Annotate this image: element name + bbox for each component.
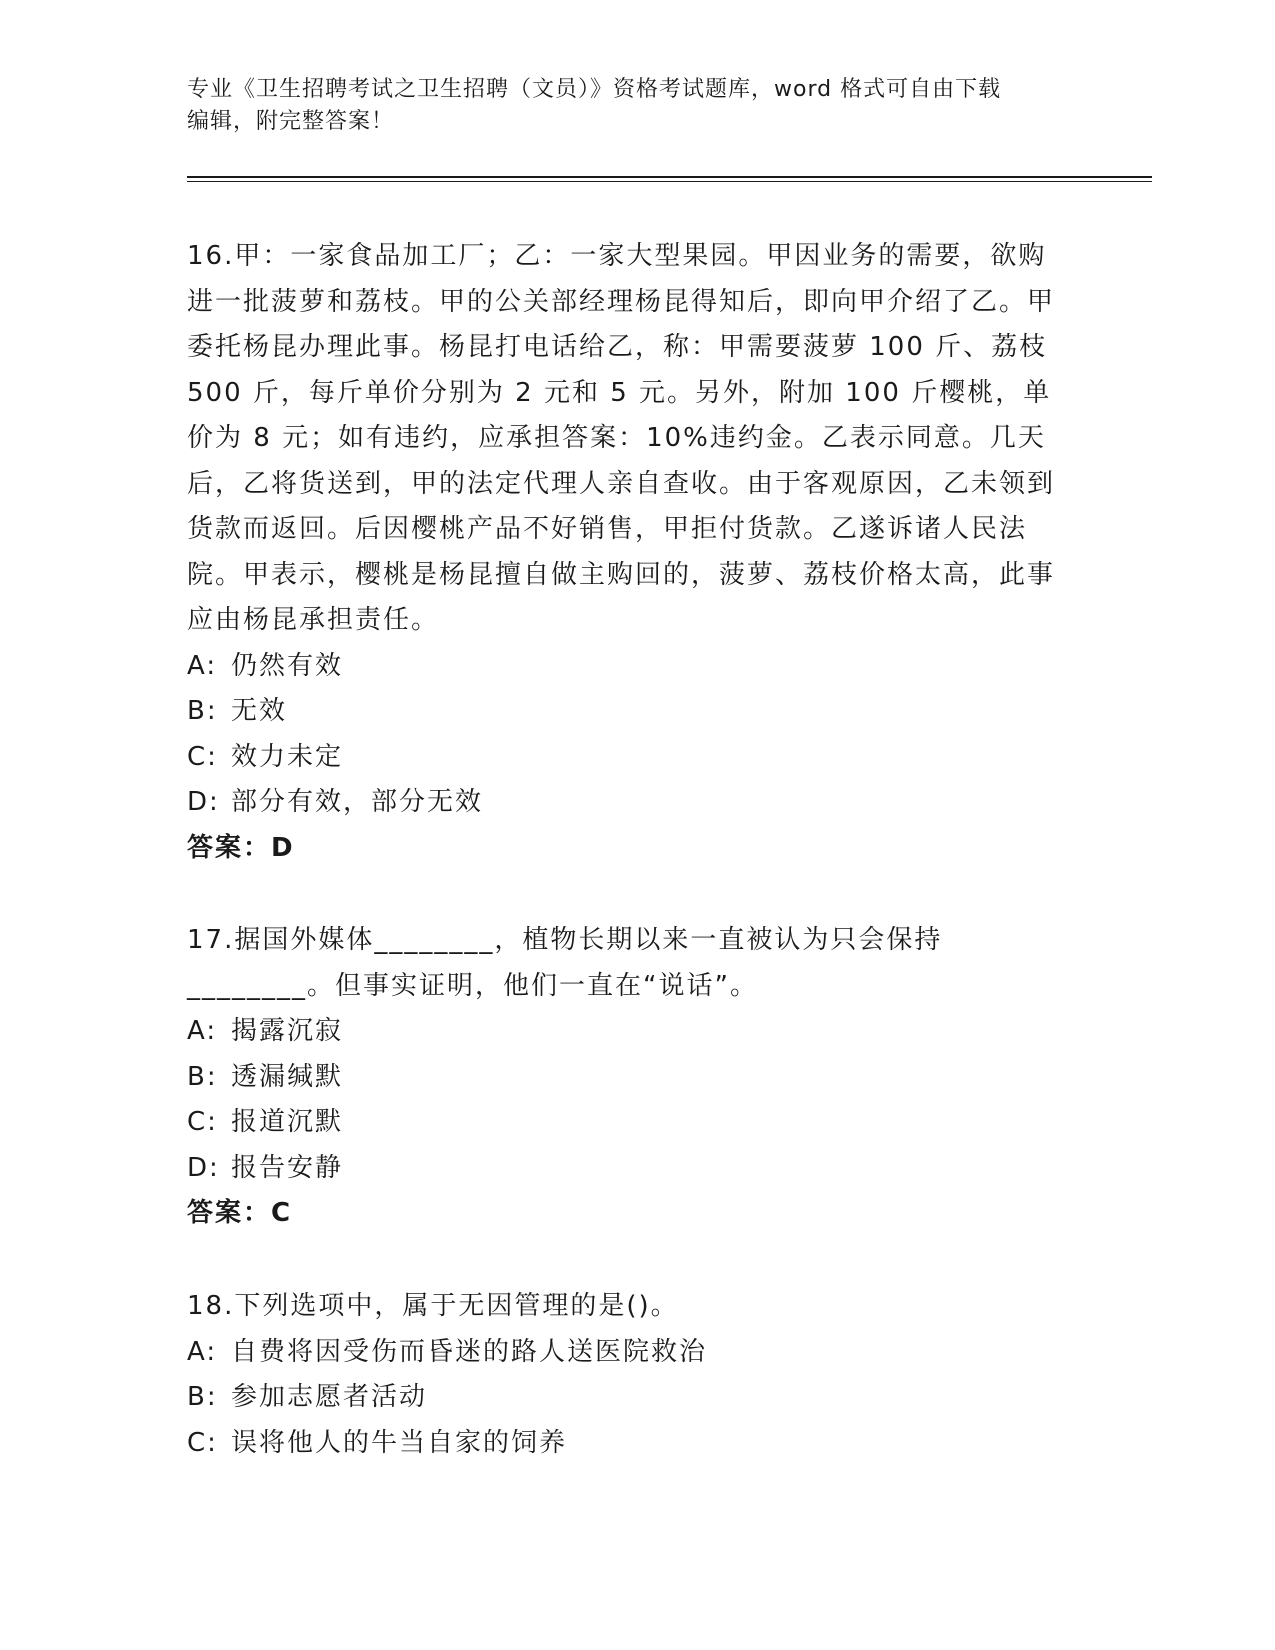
- option-text: 仍然有效: [231, 650, 344, 681]
- question-text: 16.甲：一家食品加工厂；乙：一家大型果园。甲因业务的需要，欲购进一批菠萝和荔枝。甲的公关部经理杨昆得知后，即向甲介绍了乙。甲委托杨昆办理此事。杨昆打电话给乙，称：甲需要菠萝 100 斤、荔枝 500 斤，每斤单价分别为 2 元和 5 元。另外，附加 100 斤樱桃，单价为 8 元；如有违约，应承担答案：10%违约金。乙表示同意。几天后，乙将货送到，甲的法定代理人亲自查收。由于客观原因，乙未领到货款而返回。后因樱桃产品不好销售，甲拒付货款。乙遂诉诸人民法院。甲表示，樱桃是杨昆擅自做主购回的，菠萝、荔枝价格太高，此事应由杨昆承担责任。: [187, 241, 1056, 635]
- option-text: 效力未定: [231, 741, 344, 772]
- option-list: [187, 1009, 1067, 1191]
- option-letter: B:: [187, 696, 218, 726]
- option-letter: D:: [187, 1152, 220, 1183]
- answer-label: 答案：C: [187, 1198, 293, 1228]
- question-text: 18.下列选项中，属于无因管理的是()。: [187, 1291, 679, 1321]
- option-c: [187, 1100, 1067, 1146]
- option-a: [187, 1330, 1067, 1376]
- option-b: [187, 1055, 1067, 1101]
- header-divider: [187, 176, 1152, 178]
- option-letter: D:: [187, 787, 220, 817]
- option-text: 自费将因受伤而昏迷的路人送医院救治: [231, 1336, 708, 1367]
- option-a: [187, 1009, 1067, 1055]
- option-letter: A:: [187, 650, 218, 681]
- option-text: 部分有效，部分无效: [231, 787, 484, 817]
- option-text: 误将他人的牛当自家的饲养: [231, 1427, 568, 1458]
- option-letter: C:: [187, 1427, 218, 1458]
- question-text: 17.据国外媒体________，植物长期以来一直被认为只会保持________。但事实证明，他们一直在“说话”。: [187, 925, 943, 1001]
- option-list: [187, 1330, 1067, 1467]
- option-letter: C:: [187, 1107, 218, 1137]
- option-text: 参加志愿者活动: [231, 1382, 428, 1412]
- option-letter: B:: [187, 1061, 218, 1092]
- question-16: [187, 234, 1067, 871]
- document-header: [187, 74, 1067, 138]
- option-text: 透漏缄默: [231, 1061, 344, 1092]
- option-d: [187, 1146, 1067, 1192]
- header-line-2: 编辑，附完整答案！: [187, 109, 395, 134]
- answer-label: 答案：D: [187, 832, 295, 863]
- option-letter: C:: [187, 741, 218, 772]
- option-text: 揭露沉寂: [231, 1016, 344, 1046]
- option-c: [187, 1421, 1067, 1467]
- option-letter: A:: [187, 1336, 218, 1367]
- option-letter: B:: [187, 1382, 218, 1412]
- question-17: [187, 918, 1067, 1237]
- option-b: [187, 689, 1067, 735]
- option-c: [187, 735, 1067, 781]
- option-a: [187, 644, 1067, 690]
- option-d: [187, 780, 1067, 826]
- question-18: [187, 1284, 1067, 1466]
- header-line-1: 专业《卫生招聘考试之卫生招聘（文员）》资格考试题库，word 格式可自由下载: [187, 77, 1002, 102]
- option-text: 报道沉默: [231, 1107, 344, 1137]
- option-b: [187, 1375, 1067, 1421]
- option-letter: A:: [187, 1016, 218, 1046]
- option-list: [187, 644, 1067, 826]
- header-divider-thin: [187, 181, 1152, 182]
- option-text: 报告安静: [231, 1152, 344, 1183]
- option-text: 无效: [231, 696, 288, 726]
